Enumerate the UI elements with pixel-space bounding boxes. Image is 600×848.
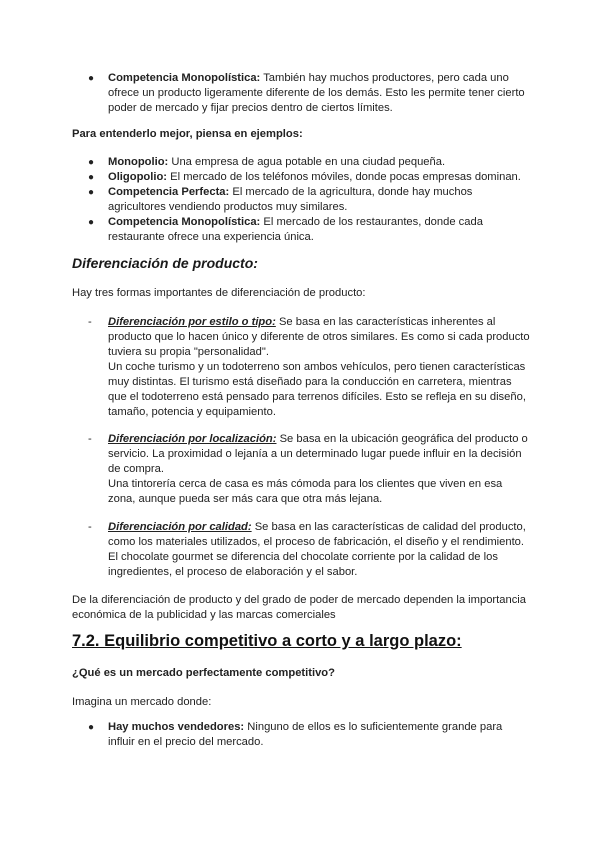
list-item — [72, 185, 532, 215]
dash-icon: - — [88, 316, 92, 328]
paragraph: De la diferenciación de producto y del grado de poder de mercado dependen la importancia económica de la publicidad y las marcas comerciales — [72, 594, 527, 621]
item-text: El mercado de los teléfonos móviles, donde pocas empresas dominan. — [167, 171, 521, 183]
question — [72, 666, 532, 681]
item-text: El mercado de la agricultura, donde hay muchos agricultores vendiendo productos muy similares. — [108, 186, 473, 213]
dash-icon: - — [88, 433, 92, 445]
imagine-intro — [72, 695, 532, 710]
bullet-icon: ● — [88, 217, 95, 228]
item-text: Ninguno de ellos es lo suficientemente grande para influir en el precio del mercado. — [108, 721, 503, 748]
item-title: Diferenciación por localización: — [108, 433, 277, 445]
item-example: Una tintorería cerca de casa es más cómoda para los clientes que viven en esa zona, aunque pueda ser más cara que otra más lejana. — [108, 478, 503, 505]
diff-item-style — [72, 315, 532, 420]
examples-intro — [72, 127, 532, 142]
bullet-icon: ● — [88, 187, 95, 198]
diff-item-quality — [72, 520, 532, 580]
bullet-icon: ● — [88, 172, 95, 183]
item-text: También hay muchos productores, pero cada uno ofrece un producto ligeramente diferente de los demás. Esto les permite tener cierto poder de mercado y fijar precios dentro de ciertos límites. — [108, 72, 525, 114]
list-item — [72, 720, 532, 750]
paragraph: Hay tres formas importantes de diferenciación de producto: — [72, 287, 366, 299]
item-term: Competencia Monopolística: — [108, 216, 261, 228]
item-example: El chocolate gourmet se diferencia del chocolate corriente por la calidad de los ingredientes, el proceso de elaboración y el sabor. — [108, 551, 498, 578]
diff-item-location — [72, 432, 532, 507]
list-item — [72, 170, 532, 185]
list-item — [72, 155, 532, 170]
item-text: El mercado de los restaurantes, donde cada restaurante ofrece una experiencia única. — [108, 216, 483, 243]
item-term: Oligopolio: — [108, 171, 168, 183]
list-item — [72, 432, 532, 507]
list-item — [72, 215, 532, 245]
bullet-icon: ● — [88, 157, 95, 168]
examples-intro-text: Para entenderlo mejor, piensa en ejemplos: — [72, 128, 303, 140]
list-item — [72, 315, 532, 420]
item-text: Una empresa de agua potable en una ciudad pequeña. — [168, 156, 446, 168]
item-title: Diferenciación por calidad: — [108, 521, 252, 533]
diff-conclusion — [72, 593, 532, 623]
diff-heading — [72, 256, 532, 271]
list-item — [72, 71, 532, 116]
item-term: Competencia Perfecta: — [108, 186, 230, 198]
item-text: Se basa en la ubicación geográfica del producto o servicio. La proximidad o lejanía a un determinado lugar puede influir en la decisión de compra. — [108, 433, 528, 475]
diff-intro — [72, 286, 532, 301]
item-term: Competencia Monopolística: — [108, 72, 261, 84]
market-types-list — [72, 71, 532, 116]
section-heading: 7.2. Equilibrio competitivo a corto y a largo plazo: — [72, 632, 462, 650]
item-term: Hay muchos vendedores: — [108, 721, 245, 733]
item-example: Un coche turismo y un todoterreno son ambos vehículos, pero tienen características muy distintas. El turismo está diseñado para la conducción en carretera, mientras que el todoterreno está pensado para terrenos difíciles. Esto se refleja en su diseño, tamaño, potencia y equipamiento. — [108, 361, 526, 418]
bullet-icon: ● — [88, 73, 95, 84]
list-item — [72, 520, 532, 580]
section-subheading: Diferenciación de producto: — [72, 255, 258, 271]
item-text: Se basa en las características inherentes al producto que lo hacen único y diferente de otros similares. Es como si cada producto tuviera su propia "personalidad". — [108, 316, 530, 358]
item-title: Diferenciación por estilo o tipo: — [108, 316, 276, 328]
bullet-icon: ● — [88, 722, 95, 733]
paragraph: Imagina un mercado donde: — [72, 696, 212, 708]
item-term: Monopolio: — [108, 156, 169, 168]
dash-icon: - — [88, 521, 92, 533]
question-heading: ¿Qué es un mercado perfectamente competitivo? — [72, 667, 335, 679]
conditions-list — [72, 720, 532, 750]
examples-list — [72, 155, 532, 245]
section-7-2-heading — [72, 634, 532, 649]
item-text: Se basa en las características de calidad del producto, como los materiales utilizados, el proceso de fabricación, el diseño y el rendimiento. — [108, 521, 526, 548]
